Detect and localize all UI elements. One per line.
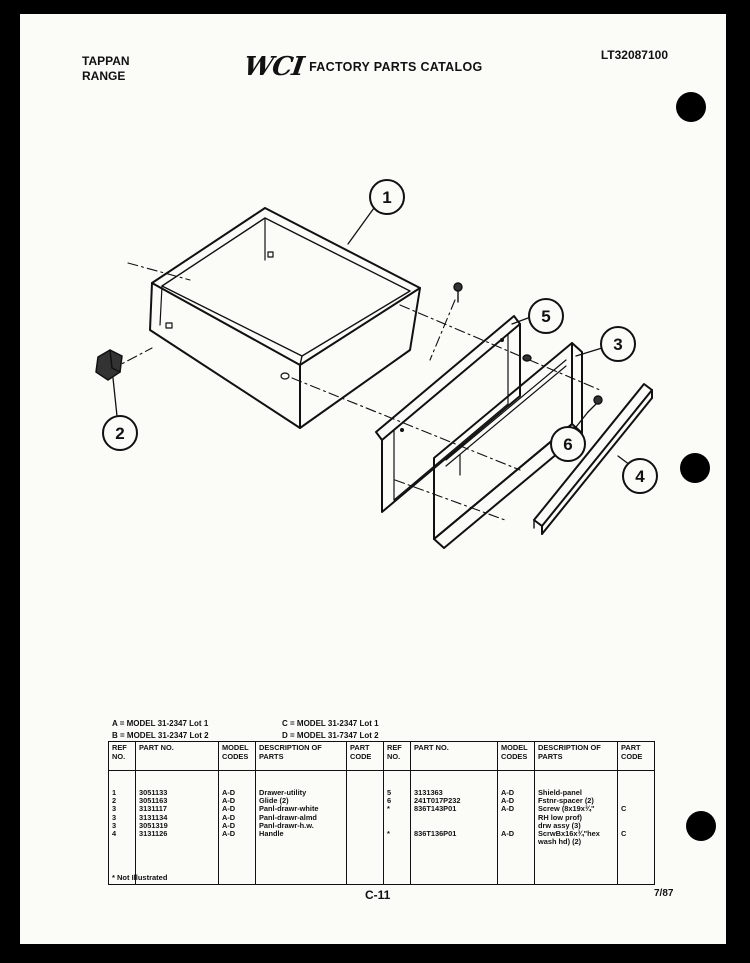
table-cell-line: A-D <box>222 812 236 822</box>
screw-part <box>454 283 462 302</box>
table-cell-line: 3051163 <box>139 796 168 806</box>
table-cell-line: A-D <box>222 820 236 830</box>
table-cell-line: A-D <box>222 796 236 806</box>
spacer-part <box>523 355 531 361</box>
callout-1: 1 <box>382 188 392 207</box>
table-cell-line: Screw (8x19x¾" <box>538 804 595 814</box>
table-cell-line: 3 <box>112 804 117 814</box>
table-cell-line: RH low prof) <box>538 812 582 822</box>
table-cell-line: A-D <box>501 796 515 806</box>
table-cell-line: 5 <box>387 788 392 797</box>
shield-panel-part <box>376 316 520 512</box>
description-header: DESCRIPTION OF PARTS <box>256 742 347 771</box>
panel-screw-part <box>588 396 602 412</box>
revision-date: 7/87 <box>654 888 674 899</box>
table-cell-line: A-D <box>501 788 515 797</box>
table-cell-line: A-D <box>222 804 236 814</box>
glide-part <box>96 350 122 380</box>
drawer-part <box>150 208 420 428</box>
table-cell-line: 4 <box>112 829 117 839</box>
table-cell-line: 3131126 <box>139 829 168 839</box>
brand-name: TAPPAN <box>82 54 130 68</box>
part-code-header: PART CODE <box>347 742 384 771</box>
table-cell-line: 3131363 <box>414 788 443 797</box>
table-cell-line: 6 <box>387 796 392 806</box>
table-cell-line: A-D <box>501 804 515 814</box>
model-codes-header-right: MODEL CODES <box>498 742 535 771</box>
callout-6: 6 <box>563 435 573 454</box>
description-header-right: DESCRIPTION OF PARTS <box>535 742 618 771</box>
callout-5: 5 <box>541 307 551 326</box>
table-cell-line: 241T017P232 <box>414 796 461 806</box>
table-cell-line: * <box>387 829 390 839</box>
table-cell-line: 3051133 <box>139 788 168 797</box>
table-cell-line: * <box>387 804 390 814</box>
table-cell-line: 836T136P01 <box>414 829 457 839</box>
table-cell-line: A-D <box>222 829 236 839</box>
table-cell-line: C <box>621 804 627 814</box>
table-cell-line: ScrwBx16x¾"hex <box>538 829 600 839</box>
table-cell-line: 3051319 <box>139 820 168 830</box>
part-code-header-right: PART CODE <box>618 742 655 771</box>
table-cell-line: 1 <box>112 788 117 797</box>
table-cell-line: wash hd) (2) <box>538 837 582 847</box>
model-legend-c: C = MODEL 31-2347 Lot 1 <box>282 719 379 728</box>
callout-numbers <box>115 188 645 486</box>
table-cell-line: C <box>621 829 627 839</box>
catalog-title: FACTORY PARTS CATALOG <box>309 60 483 74</box>
page-number: C-11 <box>365 888 391 902</box>
table-cell-line: 2 <box>112 796 117 806</box>
table-cell-line: Fstnr-spacer (2) <box>538 796 594 806</box>
callout-3: 3 <box>613 335 623 354</box>
part-header-right: PART NO. <box>411 742 498 771</box>
part-header: PART NO. <box>136 742 219 771</box>
table-cell-line: Drawer-utility <box>259 788 307 797</box>
table-cell-line: drw assy (3) <box>538 820 581 830</box>
ref-header-right: REF NO. <box>384 742 411 771</box>
leader-lines <box>113 208 634 468</box>
wci-logo-mark: WCI <box>241 52 306 82</box>
table-cell-line: 3131117 <box>139 804 167 814</box>
model-legend-b: B = MODEL 31-2347 Lot 2 <box>112 731 209 740</box>
callout-2: 2 <box>115 424 125 443</box>
table-cell-line: Glide (2) <box>259 796 289 806</box>
table-cell-line: 836T143P01 <box>414 804 457 814</box>
table-cell-line: Panl-drawr-almd <box>259 812 317 822</box>
ref-header: REF NO. <box>109 742 136 771</box>
model-legend-a: A = MODEL 31-2347 Lot 1 <box>112 719 209 728</box>
callout-circles <box>103 180 657 493</box>
callout-4: 4 <box>635 467 645 486</box>
table-cell-line: 3131134 <box>139 812 168 822</box>
table-cell-line: A-D <box>222 788 236 797</box>
product-type: RANGE <box>82 69 126 83</box>
table-cell-line: 3 <box>112 820 117 830</box>
model-legend-d: D = MODEL 31-7347 Lot 2 <box>282 731 379 740</box>
table-cell-line: Panl-drawr-white <box>259 804 319 814</box>
table-cell-line: A-D <box>501 829 515 839</box>
catalog-number: LT32087100 <box>600 48 668 62</box>
table-cell-line: Handle <box>259 829 284 839</box>
table-cell-line: Panl-drawr-h.w. <box>259 820 314 830</box>
table-cell-line: Shield-panel <box>538 788 582 797</box>
table-cell-line: 3 <box>112 812 117 822</box>
footnote: * Not Illustrated <box>112 873 168 882</box>
model-codes-header: MODEL CODES <box>219 742 256 771</box>
